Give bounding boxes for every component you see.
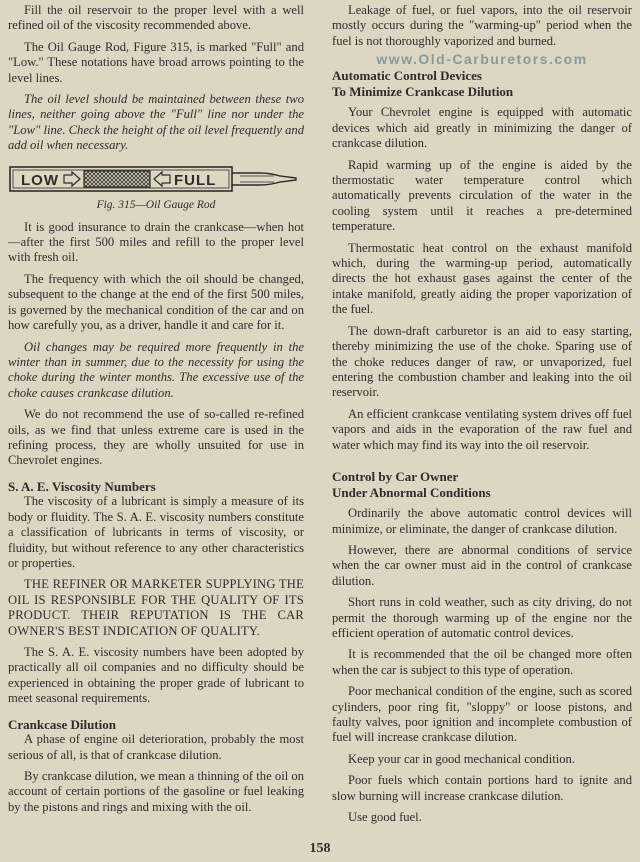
right-column	[332, 3, 632, 825]
paragraph: Your Chevrolet engine is equipped with automatic devices which aid greatly in minimizing the danger of crankcase dilution.	[332, 105, 632, 151]
paragraph: Rapid warming up of the engine is aided by the thermostatic water temperature control which automatically prevents circulation of the water in the cooling system until it reaches a pre-determined temperature.	[332, 157, 632, 234]
gauge-label-low: LOW	[21, 171, 59, 189]
paragraph: Leakage of fuel, or fuel vapors, into the oil reservoir mostly occurs during the "warming-up" period when the fuel is not thoroughly vaporized and burned.	[332, 3, 632, 48]
watermark-url: www.Old-Carburetors.com	[376, 51, 588, 68]
paragraph: Short runs in cold weather, such as city driving, do not permit the thorough warming up of the engine nor the efficient operation of automatic control devices.	[332, 595, 632, 640]
paragraph: The S. A. E. viscosity numbers have been adopted by practically all oil companies and no difficulty should be experienced in obtaining the proper grade of lubricant to meet seasonal requirements.	[8, 645, 304, 706]
oil-gauge-rod-illustration	[8, 164, 304, 194]
section-heading: S. A. E. Viscosity Numbers	[8, 478, 156, 494]
level-hatch-zone	[84, 171, 150, 187]
paragraph: An efficient crankcase ventilating system drives off fuel vapors and aids in the evaporation of the raw fuel and water which may find its way into the oil reservoir.	[332, 406, 632, 452]
paragraph: It is good insurance to drain the crankcase—when hot—after the first 500 miles and refill to the proper level with fresh oil.	[8, 219, 304, 265]
paragraph: By crankcase dilution, we mean a thinning of the oil on account of certain portions of the gasoline or fuel leaking by the pistons and rings and mixing with the oil.	[8, 769, 304, 814]
paragraph: Poor fuels which contain portions hard to ignite and slow burning will increase crankcase dilution.	[332, 773, 632, 803]
gauge-label-full: FULL	[174, 171, 217, 189]
paragraph: The down-draft carburetor is an aid to easy starting, thereby minimizing the use of the choke. Sparing use of the choke reduces danger of raw, or unvaporized, fuel entering the combustion chamber and leaking into the oil reservoir.	[332, 323, 632, 400]
section-heading: To Minimize Crankcase Dilution	[332, 83, 514, 99]
paragraph: However, there are abnormal conditions of service when the car owner must aid in the control of crankcase dilution.	[332, 542, 632, 588]
section-heading: Crankcase Dilution	[8, 716, 116, 732]
section-heading: Under Abnormal Conditions	[332, 484, 491, 500]
paragraph: Fill the oil reservoir to the proper level with a well refined oil of the viscosity recommended above.	[8, 3, 304, 33]
section-heading: Control by Car Owner	[332, 468, 459, 484]
paragraph: We do not recommend the use of so-called re-refined oils, as we find that unless extreme care is used in the refining process, they are wholly unsuited for use in Chevrolet engines.	[8, 407, 304, 468]
paragraph: A phase of engine oil deterioration, probably the most serious of all, is that of crankcase dilution.	[8, 732, 304, 762]
paragraph: The frequency with which the oil should be changed, subsequent to the change at the end of the first 500 miles, is governed by the mechanical condition of the car and on how carefully you, as a driver, handle it and care for it.	[8, 271, 304, 333]
page-number: 158	[309, 841, 331, 856]
oil-gauge-rod-figure	[8, 164, 304, 194]
dipstick-handle	[232, 173, 296, 185]
paragraph: Poor mechanical condition of the engine, such as scored cylinders, poor ring fit, "sloppy" or loose pistons, and faulty valves, poor ignition and incomplete combustion of fuel will increase crankcase dilution.	[332, 684, 632, 745]
paragraph: Use good fuel.	[348, 810, 422, 825]
paragraph: Ordinarily the above automatic control devices will minimize, or eliminate, the danger of crankcase dilution.	[332, 506, 632, 536]
paragraph: The viscosity of a lubricant is simply a measure of its body or fluidity. The S. A. E. viscosity numbers constitute a classification of lubricants in terms of viscosity, or fluidity, but without reference to any other characteristics or properties.	[8, 494, 304, 570]
paragraph-caps: THE REFINER OR MARKETER SUPPLYING THE OIL IS RESPONSIBLE FOR THE QUALITY OF ITS PRODUCT. THEIR REPUTATION IS THE CAR OWNER'S BEST INDICATION OF QUALITY.	[8, 577, 304, 638]
arrow-left-icon	[154, 172, 170, 186]
paragraph: The Oil Gauge Rod, Figure 315, is marked "Full" and "Low." These notations have broad arrows pointing to the level lines.	[8, 39, 304, 85]
paragraph-italic: Oil changes may be required more frequently in the winter than in summer, due to the necessity for using the choke during the winter months. The excessive use of the choke causes crankcase dilution.	[8, 339, 304, 400]
paragraph: Thermostatic heat control on the exhaust manifold which, during the warming-up period, automatically directs the hot exhaust gases against the center of the intake manifold, greatly aiding the proper vaporization of the fuel.	[332, 240, 632, 317]
paragraph: It is recommended that the oil be changed more often when the car is subject to this type of operation.	[332, 647, 632, 677]
arrow-right-icon	[64, 172, 80, 186]
figure-caption: Fig. 315—Oil Gauge Rod	[96, 198, 216, 211]
section-heading: Automatic Control Devices	[332, 68, 482, 84]
paragraph: Keep your car in good mechanical condition.	[348, 751, 575, 766]
paragraph-italic: The oil level should be maintained between these two lines, neither going above the "Full" line nor under the "Low" line. Check the height of the oil level frequently and add oil when necessary.	[8, 92, 304, 153]
left-column	[8, 3, 304, 815]
